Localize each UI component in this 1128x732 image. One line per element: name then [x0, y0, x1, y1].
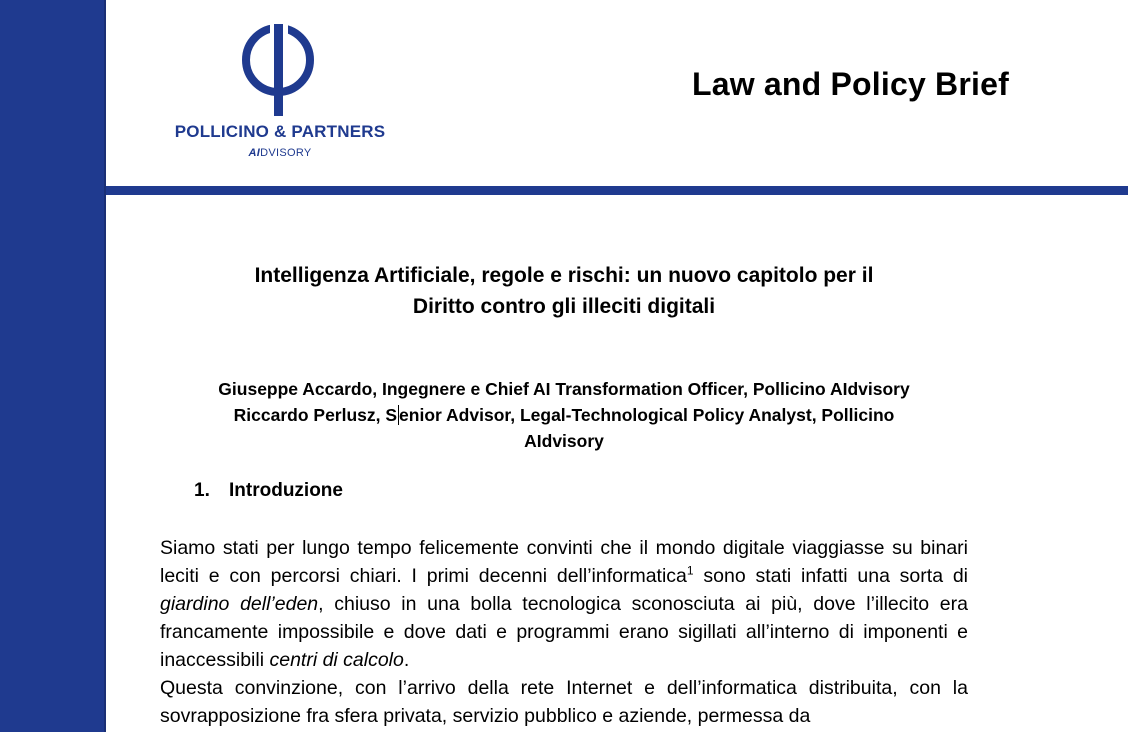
section-title: Introduzione: [229, 480, 343, 501]
paragraph-2: Questa convinzione, con l’arrivo della rete Internet e dell’informatica distribuita, con la sovrapposizione fra sfera privata, servizio pubblico e aziende, permessa da: [160, 677, 968, 727]
pp-logo-icon: [240, 22, 320, 117]
logo-company-name: POLLICINO & PARTNERS: [174, 122, 386, 141]
section-heading[interactable]: [194, 480, 343, 502]
company-logo: [160, 22, 400, 172]
left-margin-edge: [104, 0, 106, 732]
author-block[interactable]: [160, 376, 968, 454]
author-2-continued: AIdvisory: [524, 431, 604, 451]
brief-title: Law and Policy Brief: [692, 66, 1009, 102]
header-divider: [106, 186, 1128, 195]
title-line-1: Intelligenza Artificiale, regole e rischi: un nuovo capitolo per il: [254, 264, 874, 287]
body-text[interactable]: [160, 534, 968, 730]
document-title[interactable]: [160, 260, 968, 322]
author-1: Giuseppe Accardo, Ingegnere e Chief AI Transformation Officer, Pollicino AIdvisory: [218, 379, 910, 399]
footnote-ref[interactable]: 1: [686, 563, 694, 578]
title-line-2: Diritto contro gli illeciti digitali: [412, 295, 716, 318]
section-number: 1.: [194, 480, 210, 501]
paragraph-1: Siamo stati per lungo tempo felicemente convinti che il mondo digitale viaggiasse su binari leciti e con percorsi chiari. I primi decenni dell’informatica$^1$ sono stati infatti una sorta di giardino dell’eden, chiuso in una bolla tecnologica sconosciuta ai più, dove l’illecito era francamente impossibile e dove dati e programmi erano sigillati all’interno di imponenti e inaccessibili centri di calcolo.: [160, 537, 968, 671]
left-margin-bar: [0, 0, 106, 732]
logo-subtitle: AIDVISORY: [248, 147, 312, 159]
author-2: Riccardo Perlusz, S enior Advisor, Legal-Technological Policy Analyst, Pollicino: [233, 405, 895, 425]
